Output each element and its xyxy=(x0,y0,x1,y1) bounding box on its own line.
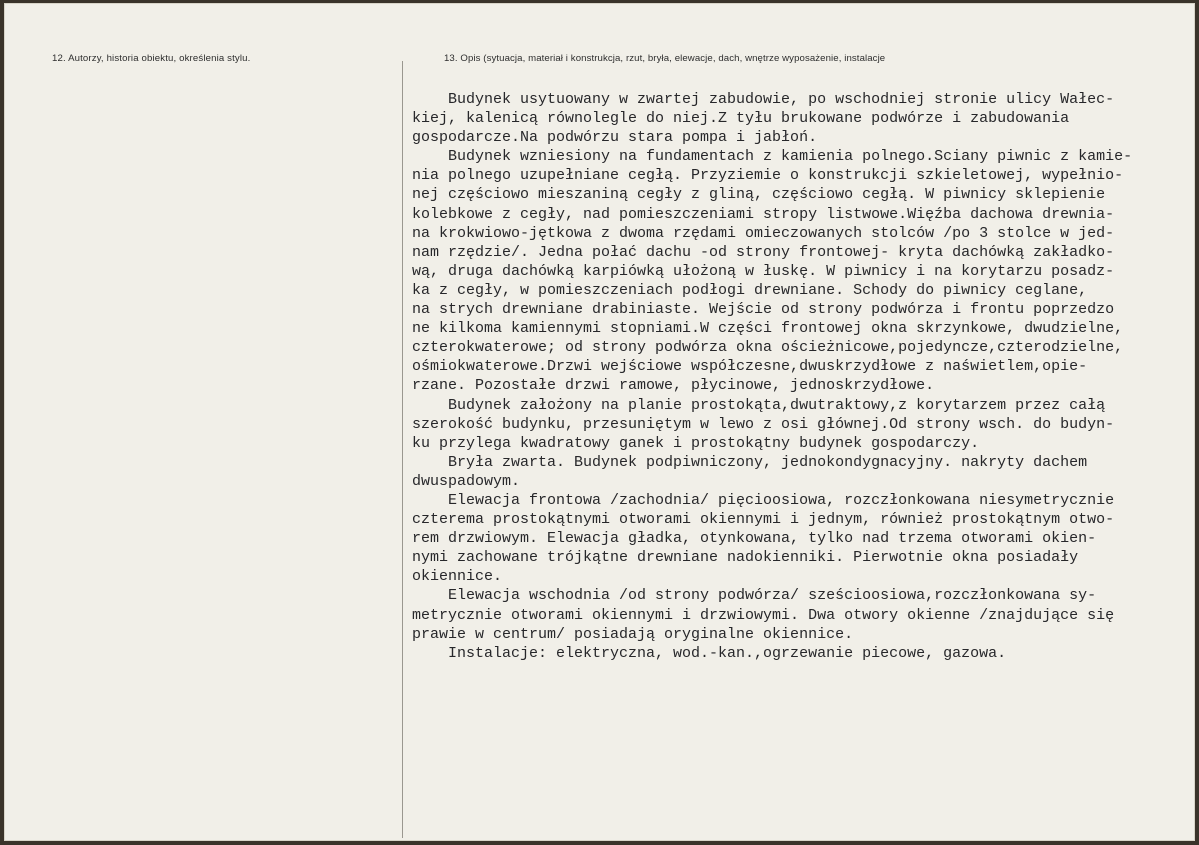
section-12-heading: 12. Autorzy, historia obiektu, określenia stylu. xyxy=(52,53,251,64)
description-line: Budynek usytuowany w zwartej zabudowie, po wschodniej stronie ulicy Wałec- xyxy=(412,91,1115,108)
description-line: Instalacje: elektryczna, wod.-kan.,ogrzewanie piecowe, gazowa. xyxy=(412,644,1007,662)
section-13-heading: 13. Opis (sytuacja, materiał i konstrukcja, rzut, bryła, elewacje, dach, wnętrze wyposażenie, instalacje xyxy=(444,53,886,64)
description-line: ośmiokwaterowe.Drzwi wejściowe współczesne,dwuskrzydłowe z naświetlem,opie- xyxy=(412,358,1088,376)
description-line: ku przylega kwadratowy ganek i prostokątny budynek gospodarczy. xyxy=(412,434,980,452)
description-line: prawie w centrum/ posiadają oryginalne okiennice. xyxy=(412,625,854,643)
description-line: rzane. Pozostałe drzwi ramowe, płycinowe, jednoskrzydłowe. xyxy=(412,377,935,395)
description-line: nej częściowo mieszaniną cegły z gliną, częściowo cegłą. W piwnicy sklepienie xyxy=(412,186,1106,204)
description-line: wą, druga dachówką karpiówką ułożoną w łuskę. W piwnicy i na korytarzu posadz- xyxy=(412,262,1115,280)
description-line: na strych drewniane drabiniaste. Wejście od strony podwórza i frontu poprzedzo xyxy=(412,301,1115,319)
description-line: dwuspadowym. xyxy=(412,472,521,490)
description-line: kolebkowe z cegły, nad pomieszczeniami stropy listwowe.Więźba dachowa drewnia- xyxy=(412,205,1115,223)
description-line: nam rzędzie/. Jedna połać dachu -od strony frontowej- kryta dachówką zakładko- xyxy=(412,243,1115,261)
description-line: ne kilkoma kamiennymi stopniami.W części frontowej okna skrzynkowe, dwudzielne, xyxy=(412,320,1124,338)
description-line: czterokwaterowe; od strony podwórza okna ościeżnicowe,pojedyncze,czterodzielne, xyxy=(412,339,1124,357)
typewritten-description xyxy=(412,90,1192,663)
description-line: nia polnego uzupełniane cegłą. Przyziemie o konstrukcji szkieletowej, wypełnio- xyxy=(412,167,1124,185)
description-line: rem drzwiowym. Elewacja gładka, otynkowana, tylko nad trzema otworami okien- xyxy=(412,530,1097,548)
description-line: metrycznie otworami okiennymi i drzwiowymi. Dwa otwory okienne /znajdujące się xyxy=(412,606,1115,624)
description-line: ka z cegły, w pomieszczeniach podłogi drewniane. Schody do piwnicy ceglane, xyxy=(412,281,1088,299)
column-divider xyxy=(402,61,403,838)
description-line: Elewacja frontowa /zachodnia/ pięcioosiowa, rozczłonkowana niesymetrycznie xyxy=(412,491,1115,509)
description-line: gospodarcze.Na podwórzu stara pompa i jabłoń. xyxy=(412,129,818,147)
description-line: Bryła zwarta. Budynek podpiwniczony, jednokondygnacyjny. nakryty dachem xyxy=(412,453,1088,471)
description-line: Budynek wzniesiony na fundamentach z kamienia polnego.Sciany piwnic z kamie- xyxy=(412,148,1133,166)
description-line: czterema prostokątnymi otworami okiennymi i jednym, również prostokątnym otwo- xyxy=(412,511,1115,529)
description-line: Budynek założony na planie prostokąta,dwutraktowy,z korytarzem przez całą xyxy=(412,396,1106,414)
description-line: nymi zachowane trójkątne drewniane nadokienniki. Pierwotnie okna posiadały xyxy=(412,549,1079,567)
description-line: na krokwiowo-jętkowa z dwoma rzędami omieczowanych stolców /po 3 stolce w jed- xyxy=(412,224,1115,242)
description-line: szerokość budynku, przesuniętym w lewo z osi głównej.Od strony wsch. do budyn- xyxy=(412,415,1115,433)
description-line: kiej, kalenicą równolegle do niej.Z tyłu brukowane podwórze i zabudowania xyxy=(412,110,1070,128)
description-line: okiennice. xyxy=(412,568,503,586)
description-line: Elewacja wschodnia /od strony podwórza/ sześcioosiowa,rozczłonkowana sy- xyxy=(412,587,1097,605)
